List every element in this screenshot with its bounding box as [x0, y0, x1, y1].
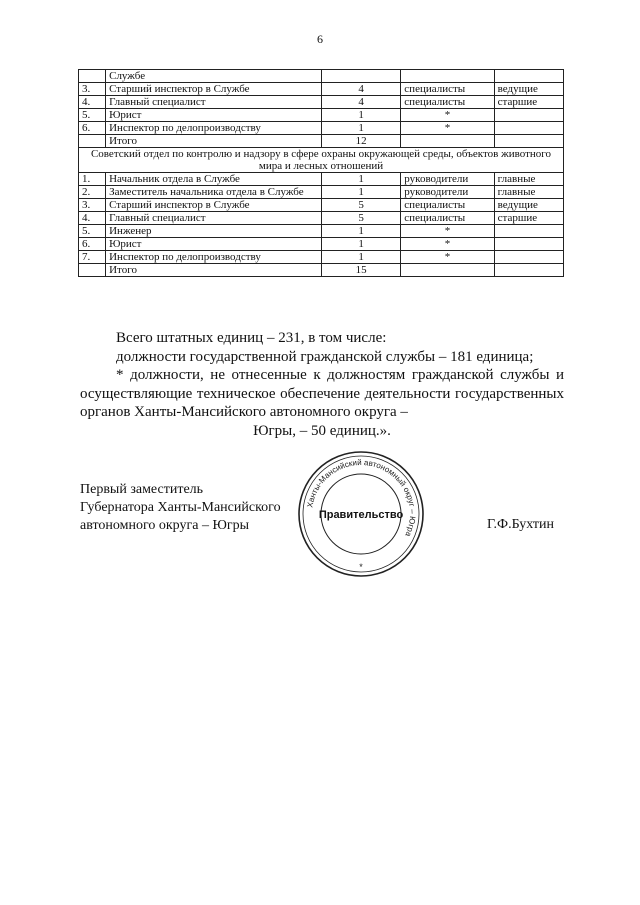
position-name: Инспектор по делопроизводству [106, 122, 322, 135]
position-category [401, 135, 494, 148]
staff-count: 12 [321, 135, 400, 148]
position-group: старшие [494, 96, 563, 109]
table-row [79, 251, 564, 264]
official-seal [296, 449, 426, 579]
total-line: Всего штатных единиц – 231, в том числе: [116, 330, 387, 346]
row-number [79, 70, 106, 83]
position-category: специалисты [401, 199, 494, 212]
staff-count: 1 [321, 238, 400, 251]
row-number: 4. [79, 96, 106, 109]
position-category: специалисты [401, 212, 494, 225]
position-category: руководители [401, 173, 494, 186]
row-number: 5. [79, 109, 106, 122]
seal-star: * [359, 562, 363, 572]
position-group: старшие [494, 212, 563, 225]
civil-service-line: должности государственной гражданской службы – 181 единица; [116, 348, 534, 365]
row-number: 3. [79, 83, 106, 96]
row-number [79, 135, 106, 148]
position-category [401, 70, 494, 83]
footnote-end-line: Югры, – 50 единиц.». [253, 422, 391, 439]
position-name: Главный специалист [106, 96, 322, 109]
table-row [79, 70, 564, 83]
row-number: 1. [79, 173, 106, 186]
row-number: 2. [79, 186, 106, 199]
position-group [494, 135, 563, 148]
position-group [494, 225, 563, 238]
row-number: 4. [79, 212, 106, 225]
table-row [79, 186, 564, 199]
staff-table [78, 69, 564, 277]
position-group [494, 264, 563, 277]
table-row [79, 122, 564, 135]
signer-name: Г.Ф.Бухтин [487, 517, 555, 532]
position-group [494, 122, 563, 135]
table-row [79, 135, 564, 148]
position-name: Заместитель начальника отдела в Службе [106, 186, 322, 199]
position-name: Инженер [106, 225, 322, 238]
row-number: 3. [79, 199, 106, 212]
row-number: 6. [79, 122, 106, 135]
table-row [79, 83, 564, 96]
summary [80, 329, 564, 440]
position-name: Главный специалист [106, 212, 322, 225]
row-number: 7. [79, 251, 106, 264]
staff-count: 1 [321, 109, 400, 122]
position-name: Старший инспектор в Службе [106, 83, 322, 96]
staff-count: 4 [321, 96, 400, 109]
position-category: * [401, 238, 494, 251]
svg-text:Ханты-Мансийский автономный ок [305, 458, 417, 538]
staff-count: 5 [321, 199, 400, 212]
position-category: специалисты [401, 83, 494, 96]
position-group [494, 109, 563, 122]
seal-center-text: Правительство [318, 509, 404, 521]
staff-count: 1 [321, 173, 400, 186]
position-group: главные [494, 186, 563, 199]
table-row [79, 173, 564, 186]
table-row [79, 109, 564, 122]
position-group [494, 251, 563, 264]
position-name: Службе [106, 70, 322, 83]
staff-count: 1 [321, 251, 400, 264]
position-name: Начальник отдела в Службе [106, 173, 322, 186]
table-row [79, 264, 564, 277]
section-title: Советский отдел по контролю и надзору в сфере охраны окружающей среды, объектов животного мира и лесных отношений [79, 148, 564, 173]
table-row [79, 225, 564, 238]
position-category [401, 264, 494, 277]
position-group: главные [494, 173, 563, 186]
position-name: Старший инспектор в Службе [106, 199, 322, 212]
table-row [79, 96, 564, 109]
section-row [79, 148, 564, 173]
staff-count: 1 [321, 186, 400, 199]
position-group: ведущие [494, 199, 563, 212]
position-name: Итого [106, 264, 322, 277]
position-group: ведущие [494, 83, 563, 96]
table-row [79, 199, 564, 212]
table-row [79, 238, 564, 251]
position-name: Итого [106, 135, 322, 148]
table-row [79, 212, 564, 225]
position-name: Юрист [106, 109, 322, 122]
position-line-2: Губернатора Ханты-Мансийского [80, 500, 281, 515]
position-category: * [401, 225, 494, 238]
position-category: * [401, 251, 494, 264]
position-line-1: Первый заместитель [80, 482, 204, 497]
row-number: 5. [79, 225, 106, 238]
staff-count: 1 [321, 122, 400, 135]
staff-count [321, 70, 400, 83]
footnote-line: * должности, не отнесенные к должностям гражданской службы и осуществляющие техническое обеспечение деятельности государственных органов Ханты-Мансийского автономного округа – [80, 367, 564, 420]
page-number: 6 [317, 32, 323, 46]
position-name: Инспектор по делопроизводству [106, 251, 322, 264]
position-category: специалисты [401, 96, 494, 109]
staff-count: 4 [321, 83, 400, 96]
position-group [494, 70, 563, 83]
staff-count: 15 [321, 264, 400, 277]
row-number: 6. [79, 238, 106, 251]
position-group [494, 238, 563, 251]
position-name: Юрист [106, 238, 322, 251]
row-number [79, 264, 106, 277]
staff-count: 5 [321, 212, 400, 225]
staff-count: 1 [321, 225, 400, 238]
position-category: руководители [401, 186, 494, 199]
position-category: * [401, 122, 494, 135]
position-line-3: автономного округа – Югры [80, 518, 249, 533]
signature-block [80, 481, 281, 535]
position-category: * [401, 109, 494, 122]
seal-ring-text: Ханты-Мансийский автономный округ – Югра [305, 457, 418, 538]
